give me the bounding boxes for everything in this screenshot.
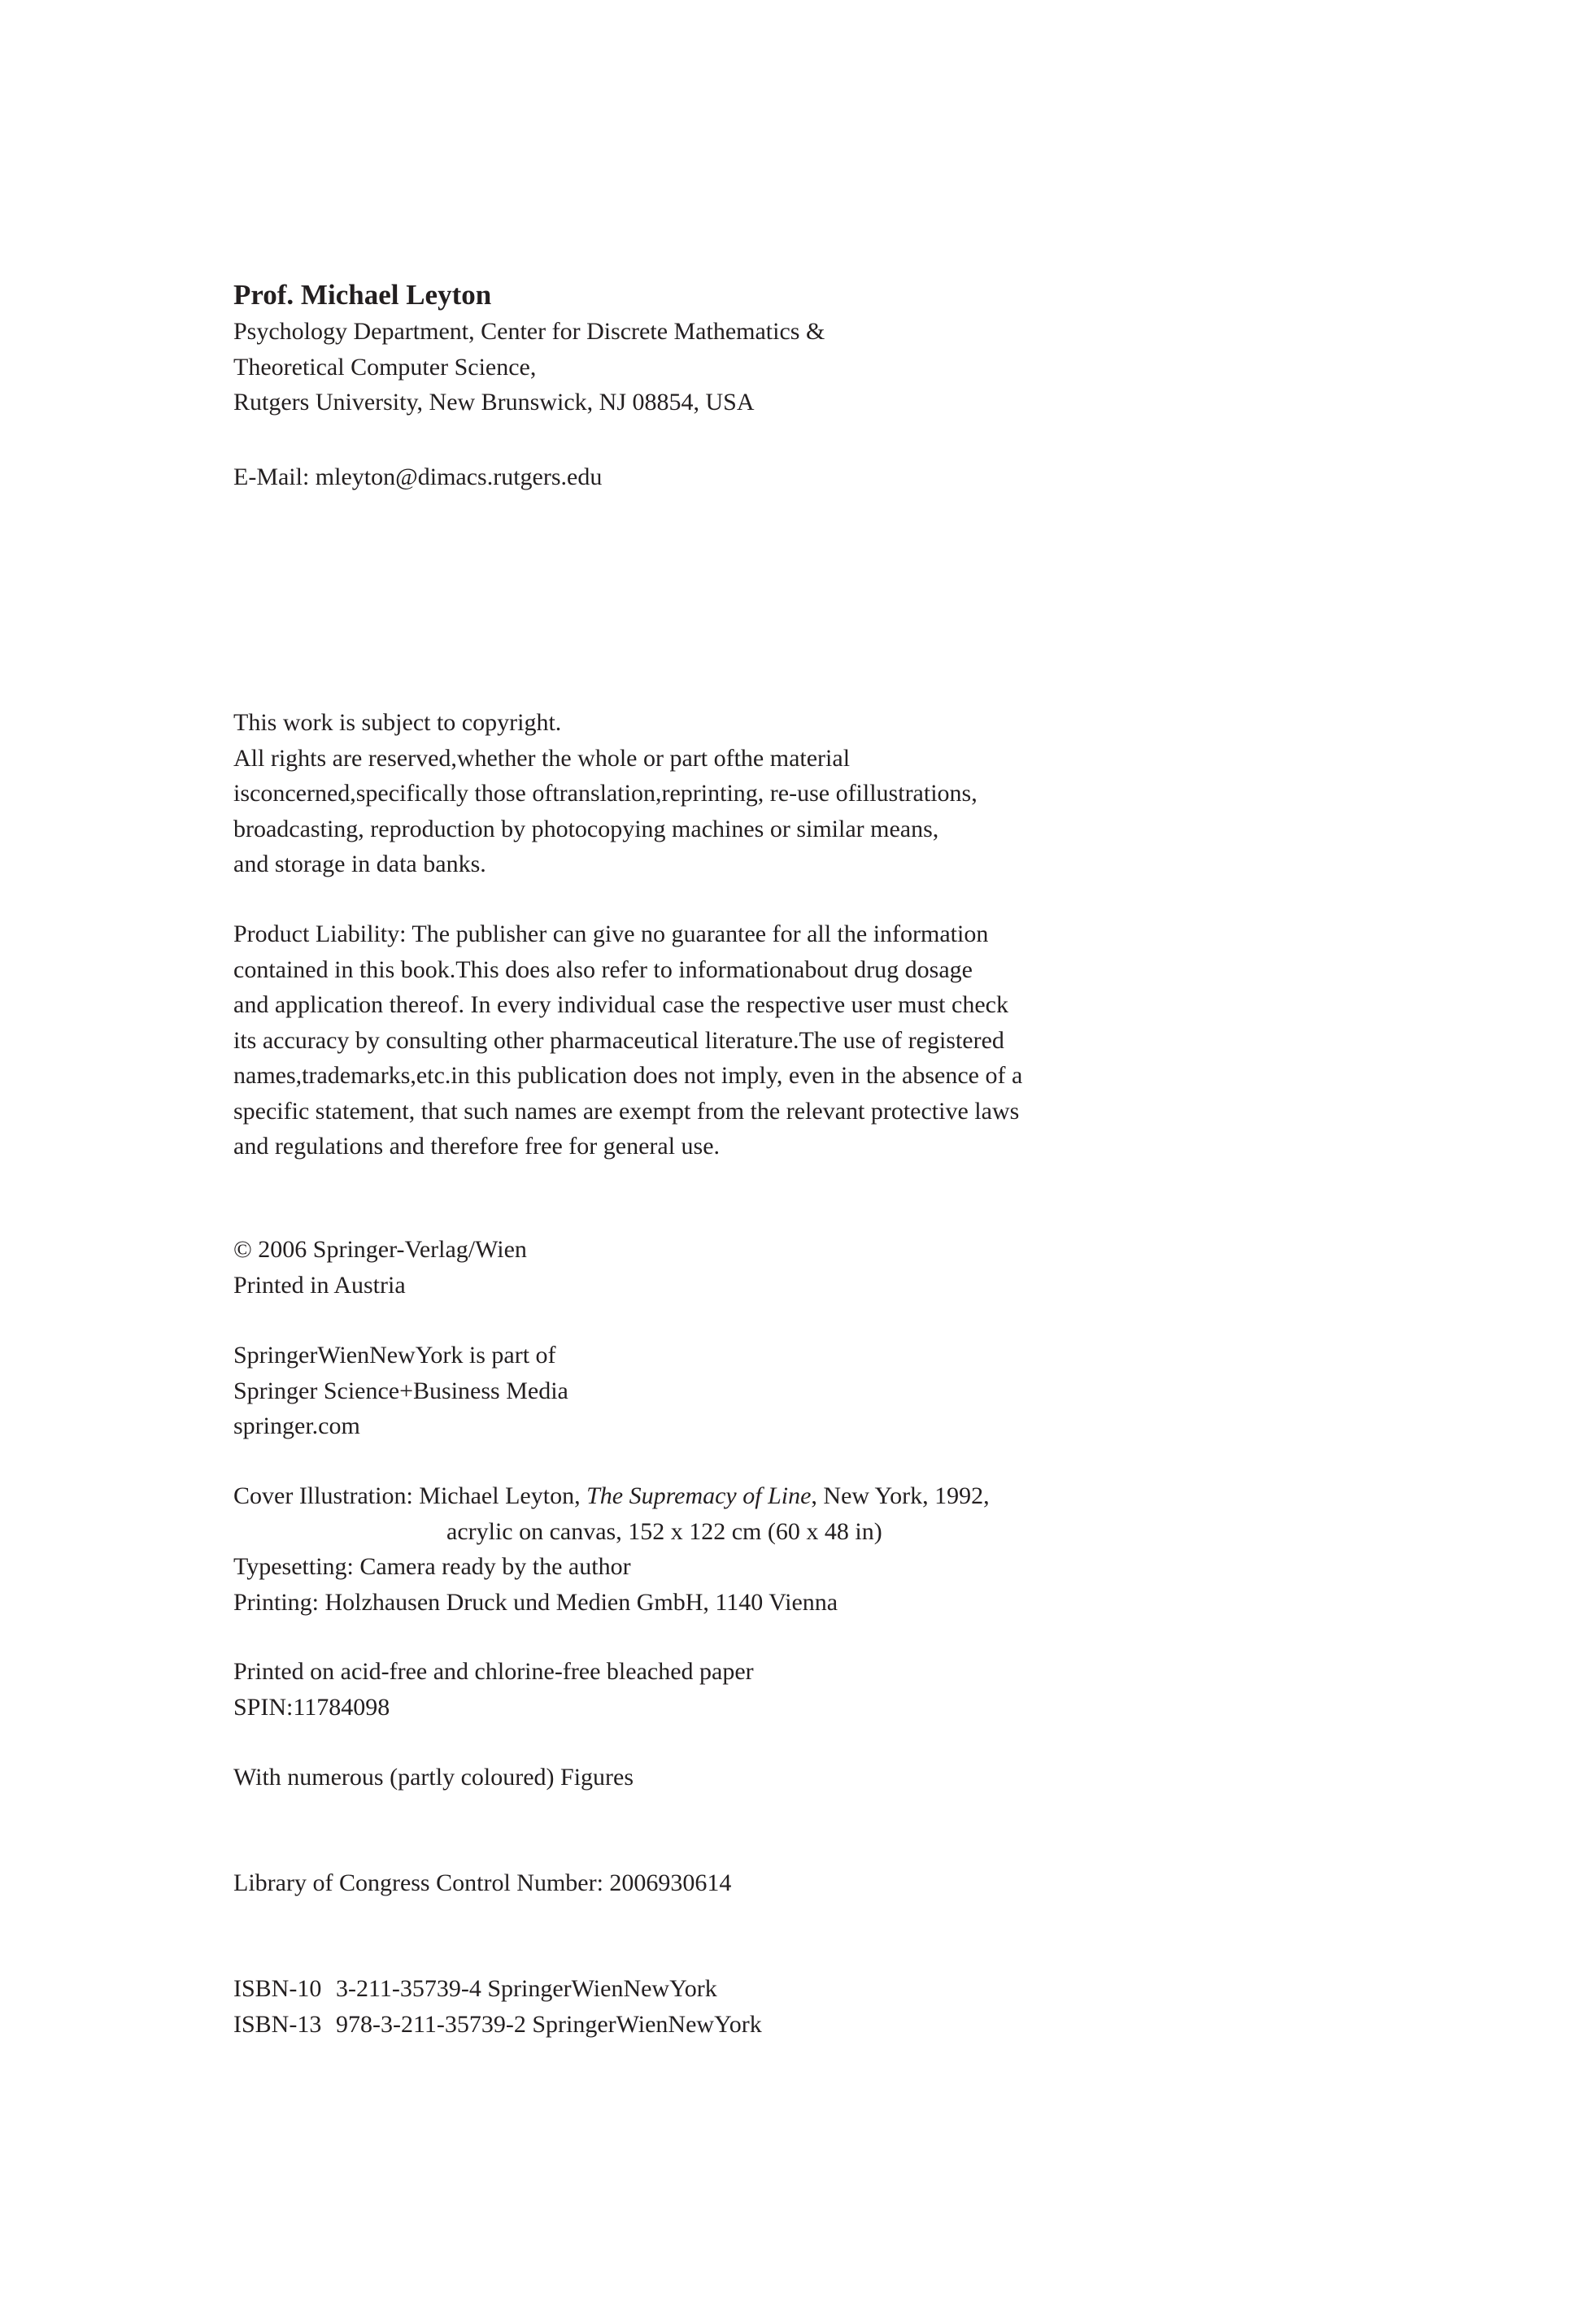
isbn-value: 3-211-35739-4 SpringerWienNewYork [336, 1975, 717, 2002]
figures-block [233, 1760, 1258, 1795]
spin-number: SPIN:11784098 [233, 1693, 390, 1721]
liability-line: and regulations and therefore free for general use. [233, 1133, 721, 1160]
copyright-notice [233, 705, 1258, 882]
notice-line: isconcerned,specifically those oftranslation,reprinting, re-use ofillustrations, [233, 780, 978, 807]
notice-line: This work is subject to copyright. [233, 709, 562, 736]
affiliation-line: Rutgers University, New Brunswick, NJ 08854, USA [233, 389, 755, 416]
publisher-block [233, 1232, 1258, 1303]
isbn-value: 978-3-211-35739-2 SpringerWienNewYork [336, 2010, 762, 2038]
isbn-label: ISBN-13 [233, 2010, 322, 2038]
liability-line: contained in this book.This does also refer to informationabout drug dosage [233, 955, 973, 983]
author-email: E-Mail: mleyton@dimacs.rutgers.edu [233, 463, 603, 490]
author-block [233, 276, 1258, 420]
group-line: Springer Science+Business Media [233, 1377, 568, 1404]
group-block [233, 1338, 1258, 1444]
isbn-line [233, 1971, 1258, 2007]
liability-line: its accuracy by consulting other pharmaceutical literature.The use of registered [233, 1026, 1004, 1054]
notice-line: and storage in data banks. [233, 851, 486, 877]
group-line: SpringerWienNewYork is part of [233, 1342, 556, 1369]
notice-line: All rights are reserved,whether the whole or part ofthe material [233, 744, 851, 772]
loc-block [233, 1865, 1258, 1901]
cover-prefix: Cover Illustration: Michael Leyton, [233, 1482, 587, 1509]
paper-note: Printed on acid-free and chlorine-free bleached paper [233, 1658, 754, 1685]
liability-line: specific statement, that such names are exempt from the relevant protective laws [233, 1097, 1020, 1125]
liability-line: names,trademarks,etc.in this publication does not imply, even in the absence of a [233, 1062, 1023, 1089]
cover-medium: acrylic on canvas, 152 x 122 cm (60 x 48 in) [446, 1517, 882, 1545]
isbn-block [233, 1971, 1258, 2042]
cover-suffix: , New York, 1992, [811, 1482, 990, 1509]
paper-block [233, 1654, 1258, 1725]
affiliation-line: Psychology Department, Center for Discrete Mathematics & [233, 318, 825, 345]
copyright-line: © 2006 Springer-Verlag/Wien [233, 1236, 527, 1263]
cover-title: The Supremacy of Line [586, 1482, 812, 1509]
group-line: springer.com [233, 1412, 360, 1439]
typesetting-line: Typesetting: Camera ready by the author [233, 1553, 631, 1580]
cover-illustration-line [233, 1478, 1258, 1514]
affiliation-line: Theoretical Computer Science, [233, 353, 537, 381]
liability-line: Product Liability: The publisher can give no guarantee for all the information [233, 920, 989, 947]
printing-line: Printing: Holzhausen Druck und Medien GmbH, 1140 Vienna [233, 1588, 838, 1616]
liability-line: and application thereof. In every individual case the respective user must check [233, 991, 1008, 1018]
email-block [233, 459, 1258, 495]
isbn-line [233, 2007, 1258, 2043]
loc-control-number: Library of Congress Control Number: 2006930614 [233, 1869, 732, 1896]
product-liability [233, 916, 1258, 1164]
isbn-label: ISBN-10 [233, 1975, 322, 2002]
notice-line: broadcasting, reproduction by photocopying machines or similar means, [233, 815, 939, 842]
figures-note: With numerous (partly coloured) Figures [233, 1764, 634, 1791]
author-name: Prof. Michael Leyton [233, 279, 492, 311]
printed-in: Printed in Austria [233, 1271, 406, 1299]
credits-block [233, 1478, 1258, 1620]
